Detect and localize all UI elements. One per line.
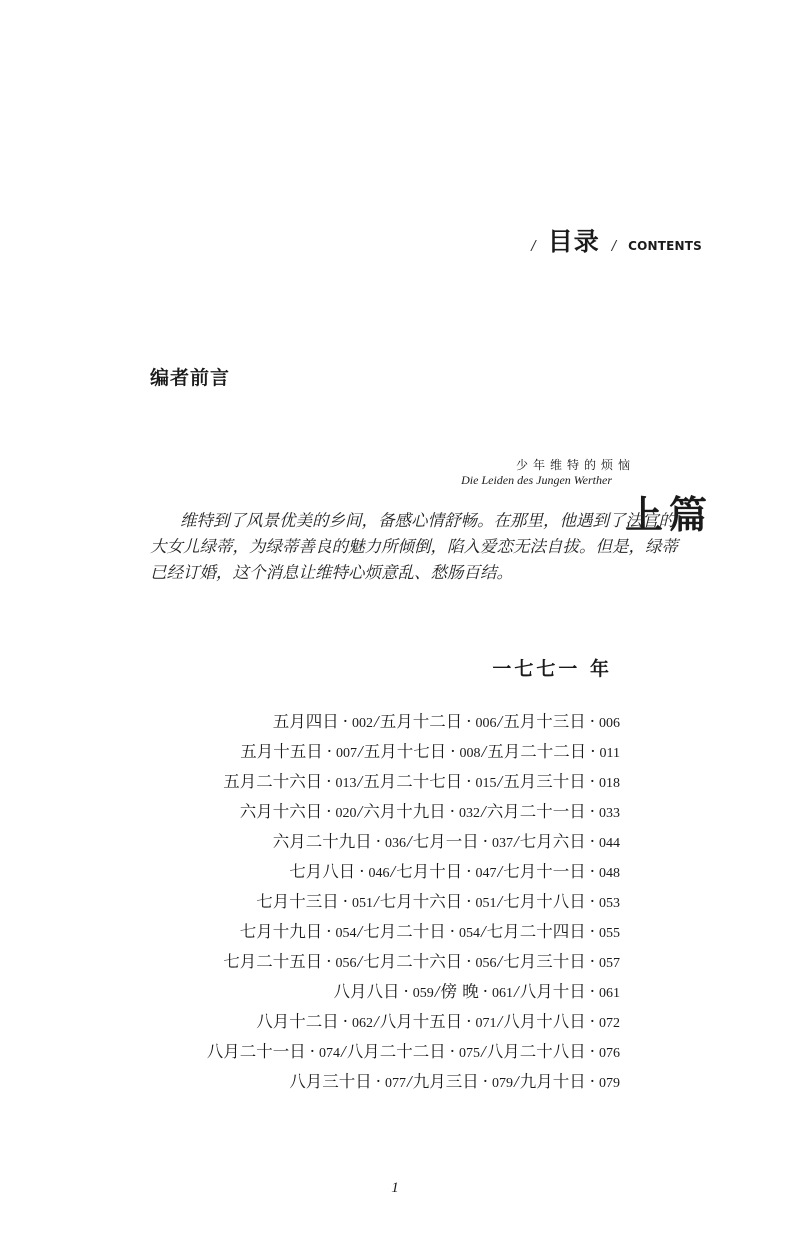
entry-page-number: 053 (599, 896, 620, 911)
contents-title-english: CONTENTS (628, 239, 702, 253)
entry-date: 七月十九日 (239, 922, 323, 941)
entry-date: 七月二十日 (363, 922, 446, 941)
entry-dot: · (466, 712, 472, 731)
entry-separator: / (497, 892, 503, 911)
entry-date: 五月三十日 (503, 772, 586, 791)
entry-dot: · (326, 952, 332, 971)
entry-page-number: 071 (475, 1016, 497, 1031)
entry-date: 八月十二日 (256, 1012, 339, 1031)
toc-entry[interactable] (334, 982, 434, 1001)
entry-page-number: 057 (599, 956, 620, 971)
entry-dot: · (590, 742, 596, 761)
entry-date: 七月八日 (289, 862, 356, 881)
toc-entry[interactable] (363, 772, 496, 791)
toc-entry[interactable] (289, 1072, 406, 1091)
entry-separator: / (481, 802, 486, 821)
entry-date: 七月二十六日 (363, 952, 463, 971)
entry-date: 五月二十二日 (487, 742, 587, 761)
toc-entry-line (207, 917, 620, 947)
toc-entry-line (207, 767, 620, 797)
slash-mark: / (531, 239, 536, 254)
entry-page-number: 055 (599, 926, 620, 941)
entry-dot: · (326, 772, 332, 791)
toc-entry[interactable] (273, 832, 406, 851)
toc-entry-line (207, 1007, 620, 1037)
entry-page-number: 062 (352, 1016, 374, 1031)
entry-date: 七月十三日 (256, 892, 339, 911)
synopsis-line: 大女儿绿蒂，为绿蒂善良的魅力所倾倒，陷入爱恋无法自拔。但是，绿蒂 (150, 537, 678, 556)
toc-entry[interactable] (503, 1012, 620, 1031)
entry-page-number: 013 (335, 776, 357, 791)
entry-page-number: 079 (599, 1076, 620, 1091)
entry-dot: · (450, 742, 456, 761)
entry-page-number: 011 (599, 746, 620, 761)
entry-dot: · (326, 802, 332, 821)
entry-separator: / (481, 1042, 486, 1061)
synopsis-line: 已经订婚，这个消息让维特心烦意乱、愁肠百结。 (150, 563, 513, 582)
toc-entries-list (207, 707, 620, 1097)
entry-date: 五月十七日 (363, 742, 447, 761)
entry-dot: · (326, 922, 332, 941)
entry-separator: / (497, 772, 503, 791)
entry-dot: · (403, 982, 409, 1001)
entry-page-number: 079 (492, 1076, 514, 1091)
entry-page-number: 061 (599, 986, 620, 1001)
entry-separator: / (481, 742, 487, 761)
entry-date: 七月十日 (396, 862, 463, 881)
entry-dot: · (589, 982, 595, 1001)
entry-separator: / (514, 1072, 519, 1091)
toc-entry[interactable] (380, 1012, 497, 1031)
toc-entry[interactable] (520, 982, 620, 1001)
entry-page-number: 056 (335, 956, 357, 971)
entry-separator: / (497, 952, 503, 971)
entry-dot: · (309, 1042, 316, 1061)
entry-dot: · (589, 802, 595, 821)
toc-entry[interactable] (503, 952, 620, 971)
toc-entry-line (207, 737, 620, 767)
toc-entry[interactable] (363, 922, 480, 941)
entry-page-number: 054 (335, 926, 357, 941)
entry-separator: / (341, 1042, 346, 1061)
toc-entry[interactable] (240, 922, 357, 941)
toc-entry-line (207, 1067, 620, 1097)
entry-separator: / (358, 742, 363, 761)
entry-separator: / (374, 892, 379, 911)
entry-date: 八月二十一日 (206, 1042, 306, 1061)
entry-separator: / (407, 832, 412, 851)
entry-dot: · (589, 892, 595, 911)
entry-dot: · (589, 772, 595, 791)
entry-separator: / (374, 712, 379, 731)
contents-header (531, 222, 702, 258)
entry-page-number: 047 (475, 866, 497, 881)
toc-entry[interactable] (380, 892, 497, 911)
entry-page-number: 002 (352, 716, 374, 731)
toc-entry[interactable] (240, 802, 357, 821)
entry-dot: · (375, 832, 382, 851)
entry-dot: · (589, 862, 595, 881)
toc-entry[interactable] (223, 772, 356, 791)
entry-page-number: 007 (336, 746, 358, 761)
toc-entry[interactable] (520, 832, 620, 851)
toc-entry[interactable] (363, 802, 480, 821)
entry-dot: · (482, 1072, 489, 1091)
entry-page-number: 077 (385, 1076, 407, 1091)
entry-page-number: 037 (492, 836, 514, 851)
entry-page-number: 056 (475, 956, 497, 971)
toc-entry[interactable] (441, 982, 514, 1001)
entry-dot: · (589, 952, 595, 971)
toc-entry-line (207, 707, 620, 737)
entry-date: 八月十五日 (379, 1012, 463, 1031)
entry-date: 五月十五日 (240, 742, 323, 761)
entry-page-number: 075 (459, 1046, 481, 1061)
entry-page-number: 072 (599, 1016, 620, 1031)
entry-separator: / (434, 982, 440, 1001)
entry-dot: · (342, 892, 349, 911)
entry-date: 六月十九日 (363, 802, 446, 821)
toc-entry[interactable] (487, 1042, 620, 1061)
entry-date: 七月二十五日 (223, 952, 323, 971)
toc-entry-line (207, 1037, 620, 1067)
toc-entry[interactable] (487, 922, 620, 941)
entry-separator: / (357, 772, 363, 791)
entry-dot: · (466, 1012, 472, 1031)
entry-separator: / (374, 1012, 379, 1031)
entry-separator: / (497, 1012, 503, 1031)
entry-page-number: 046 (368, 866, 390, 881)
entry-page-number: 020 (335, 806, 357, 821)
part-subtitle-german: Die Leiden des Jungen Werther (461, 473, 612, 487)
entry-separator: / (357, 922, 363, 941)
part-label: 上篇 (625, 492, 714, 537)
entry-date: 八月二十二日 (346, 1042, 446, 1061)
part-subtitle: 少年维特的烦恼 (515, 458, 635, 472)
toc-entry[interactable] (413, 1072, 513, 1091)
entry-separator: / (481, 922, 486, 941)
entry-date: 五月四日 (272, 712, 339, 731)
entry-dot: · (589, 922, 595, 941)
entry-date: 九月十日 (519, 1072, 586, 1091)
toc-entry[interactable] (363, 952, 496, 971)
toc-entry-line (207, 887, 620, 917)
entry-date: 七月十八日 (503, 892, 586, 911)
entry-page-number: 054 (459, 926, 481, 941)
entry-separator: / (357, 952, 363, 971)
toc-entry-line (207, 977, 620, 1007)
toc-entry-line (207, 857, 620, 887)
entry-date: 八月二十八日 (486, 1042, 586, 1061)
toc-entry-line (207, 827, 620, 857)
entry-dot: · (466, 892, 472, 911)
entry-dot: · (326, 742, 333, 761)
entry-page-number: 074 (319, 1046, 341, 1061)
entry-date: 八月十八日 (503, 1012, 586, 1031)
entry-page-number: 048 (599, 866, 620, 881)
entry-dot: · (466, 952, 472, 971)
toc-entry[interactable] (273, 712, 373, 731)
entry-page-number: 044 (599, 836, 620, 851)
entry-dot: · (589, 1042, 595, 1061)
entry-dot: · (342, 1012, 349, 1031)
toc-entry[interactable] (487, 742, 620, 761)
entry-date: 七月二十四日 (486, 922, 586, 941)
toc-entry[interactable] (503, 712, 620, 731)
entry-page-number: 018 (599, 776, 620, 791)
entry-dot: · (589, 1072, 595, 1091)
entry-dot: · (466, 772, 472, 791)
entry-page-number: 036 (385, 836, 407, 851)
entry-page-number: 008 (459, 746, 481, 761)
entry-separator: / (514, 982, 519, 1001)
entry-date: 七月六日 (519, 832, 586, 851)
toc-entry[interactable] (520, 1072, 620, 1091)
entry-dot: · (589, 712, 595, 731)
entry-date: 六月二十九日 (272, 832, 372, 851)
toc-entry[interactable] (347, 1042, 480, 1061)
entry-dot: · (449, 1042, 456, 1061)
entry-page-number: 061 (492, 986, 514, 1001)
page-number: 1 (391, 1180, 399, 1196)
toc-entry[interactable] (256, 892, 373, 911)
entry-page-number: 059 (412, 986, 434, 1001)
entry-date: 五月十三日 (503, 712, 586, 731)
entry-date: 八月十日 (519, 982, 586, 1001)
entry-page-number: 051 (352, 896, 374, 911)
entry-page-number: 033 (599, 806, 620, 821)
entry-date: 七月三十日 (503, 952, 586, 971)
entry-page-number: 032 (459, 806, 481, 821)
entry-dot: · (589, 1012, 595, 1031)
synopsis-line: 维特到了风景优美的乡间，备感心情舒畅。在那里，他遇到了法官的 (180, 511, 675, 530)
toc-entry[interactable] (503, 772, 620, 791)
entry-date: 六月十六日 (239, 802, 323, 821)
entry-date: 五月二十六日 (223, 772, 323, 791)
toc-entry[interactable] (364, 742, 481, 761)
entry-date: 六月二十一日 (486, 802, 586, 821)
entry-date: 傍 晚 (440, 982, 479, 1001)
entry-date: 八月三十日 (289, 1072, 372, 1091)
toc-entry[interactable] (380, 712, 497, 731)
entry-page-number: 015 (475, 776, 497, 791)
entry-date: 五月十二日 (379, 712, 463, 731)
part-synopsis (150, 508, 678, 586)
entry-dot: · (342, 712, 349, 731)
entry-separator: / (407, 1072, 412, 1091)
entry-dot: · (589, 832, 595, 851)
toc-entry[interactable] (503, 892, 620, 911)
toc-entry[interactable] (256, 1012, 373, 1031)
entry-separator: / (497, 862, 503, 881)
entry-date: 九月三日 (412, 1072, 479, 1091)
toc-entry-preface[interactable]: 编者前言 (150, 367, 231, 389)
entry-date: 七月一日 (412, 832, 479, 851)
entry-page-number: 006 (475, 716, 497, 731)
entry-page-number: 076 (599, 1046, 620, 1061)
toc-entry[interactable] (223, 952, 356, 971)
entry-date: 七月十六日 (379, 892, 463, 911)
toc-entry[interactable] (289, 862, 389, 881)
slash-mark: / (611, 239, 617, 254)
entry-dot: · (466, 862, 472, 881)
toc-entry[interactable] (207, 1042, 340, 1061)
entry-date: 七月十一日 (503, 862, 586, 881)
entry-dot: · (449, 922, 456, 941)
entry-dot: · (449, 802, 456, 821)
entry-dot: · (482, 982, 489, 1001)
toc-entry[interactable] (503, 862, 620, 881)
entry-date: 八月八日 (333, 982, 400, 1001)
entry-dot: · (482, 832, 489, 851)
toc-entry-line (207, 797, 620, 827)
entry-separator: / (357, 802, 363, 821)
entry-page-number: 006 (599, 716, 620, 731)
toc-entry[interactable] (487, 802, 620, 821)
entry-separator: / (514, 832, 519, 851)
entry-separator: / (390, 862, 396, 881)
toc-entry[interactable] (413, 832, 513, 851)
entry-dot: · (375, 1072, 382, 1091)
toc-entry[interactable] (240, 742, 357, 761)
entry-date: 五月二十七日 (363, 772, 463, 791)
contents-title: 目录 (547, 227, 600, 256)
toc-entry-line (207, 947, 620, 977)
toc-entry[interactable] (396, 862, 496, 881)
entry-page-number: 051 (475, 896, 497, 911)
year-heading: 一七七一 年 (492, 658, 612, 680)
entry-separator: / (497, 712, 503, 731)
entry-dot: · (359, 862, 365, 881)
